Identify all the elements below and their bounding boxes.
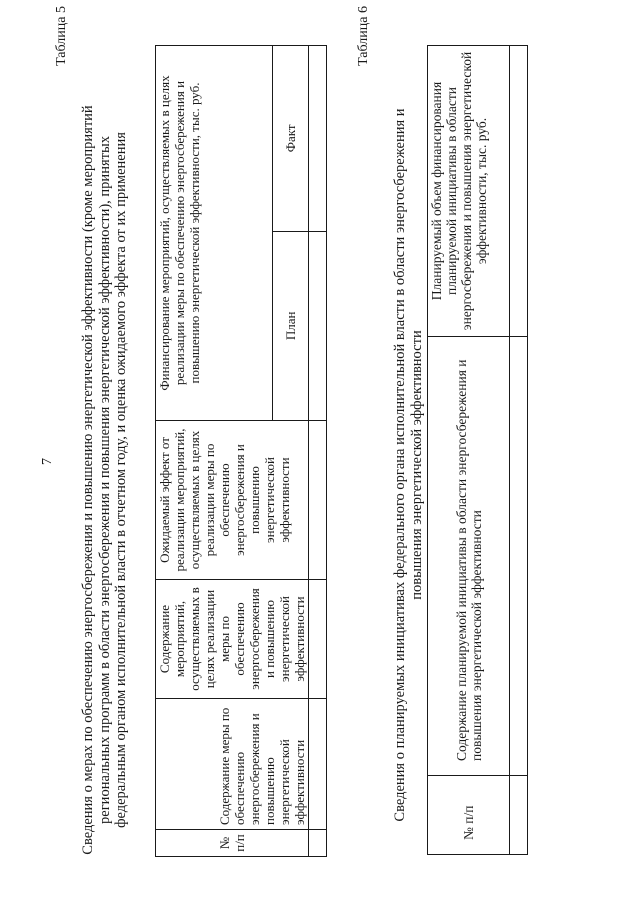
table-row [309,46,327,857]
table5-header-num: № п/п [156,830,309,857]
table5-header-financing: Финансирование мероприятий, осуществляемых в целях реализации меры по обеспечению энергосбережения и повышению энергетической эффективности, тыс. руб. [156,46,273,421]
table5-title: Сведения о мерах по обеспечению энергосбережения и повышению энергетической эффективности (кроме мероприятий региональных программ в области энергосбережения и повышения энергетической эффективности), принятых федеральным органом исполнительной власти в отчетном году, и оценка ожидаемого эффекта от их применения [80,105,129,855]
table5-cell [309,830,327,857]
table6 [427,45,528,855]
table5-header-effect: Ожидаемый эффект от реализации мероприятий, осуществляемых в целях реализации меры по обеспечению энергосбережения и повышению энергетической эффективности [156,421,309,580]
page-number: 7 [40,458,55,465]
table-row [510,46,528,855]
table5-header-measures: Содержание мероприятий, осуществляемых в целях реализации меры по обеспечению энергосбережения и повышению энергетической эффективности [156,580,309,699]
table6-cell [510,337,528,776]
table5-cell [309,231,327,420]
table5-header-fact: Факт [273,46,309,232]
table6-header-financing: Планируемый объем финансирования планируемой инициативы в области энергосбережения и повышения энергетической эффективности, тыс. руб. [428,46,510,337]
table6-header-content: Содержание планируемой инициативы в области энергосбережения и повышения энергетической эффективности [428,337,510,776]
table6-header-num: № п/п [428,776,510,855]
table6-title: Сведения о планируемых инициативах федерального органа исполнительной власти в области энергосбережения и повышения энергетической эффективности [392,108,425,822]
table6-label: Таблица 6 [356,6,371,66]
table6-cell [510,46,528,337]
table5-cell [309,421,327,580]
table6-cell [510,776,528,855]
table5-cell [309,699,327,830]
table5-cell [309,46,327,232]
table5-header-plan: План [273,231,309,420]
table5-cell [309,580,327,699]
table5-label: Таблица 5 [54,6,69,66]
table5 [155,45,327,857]
table5-header-content: Содержание меры по обеспечению энергосбережения и повышению энергетической эффективности [156,699,309,830]
